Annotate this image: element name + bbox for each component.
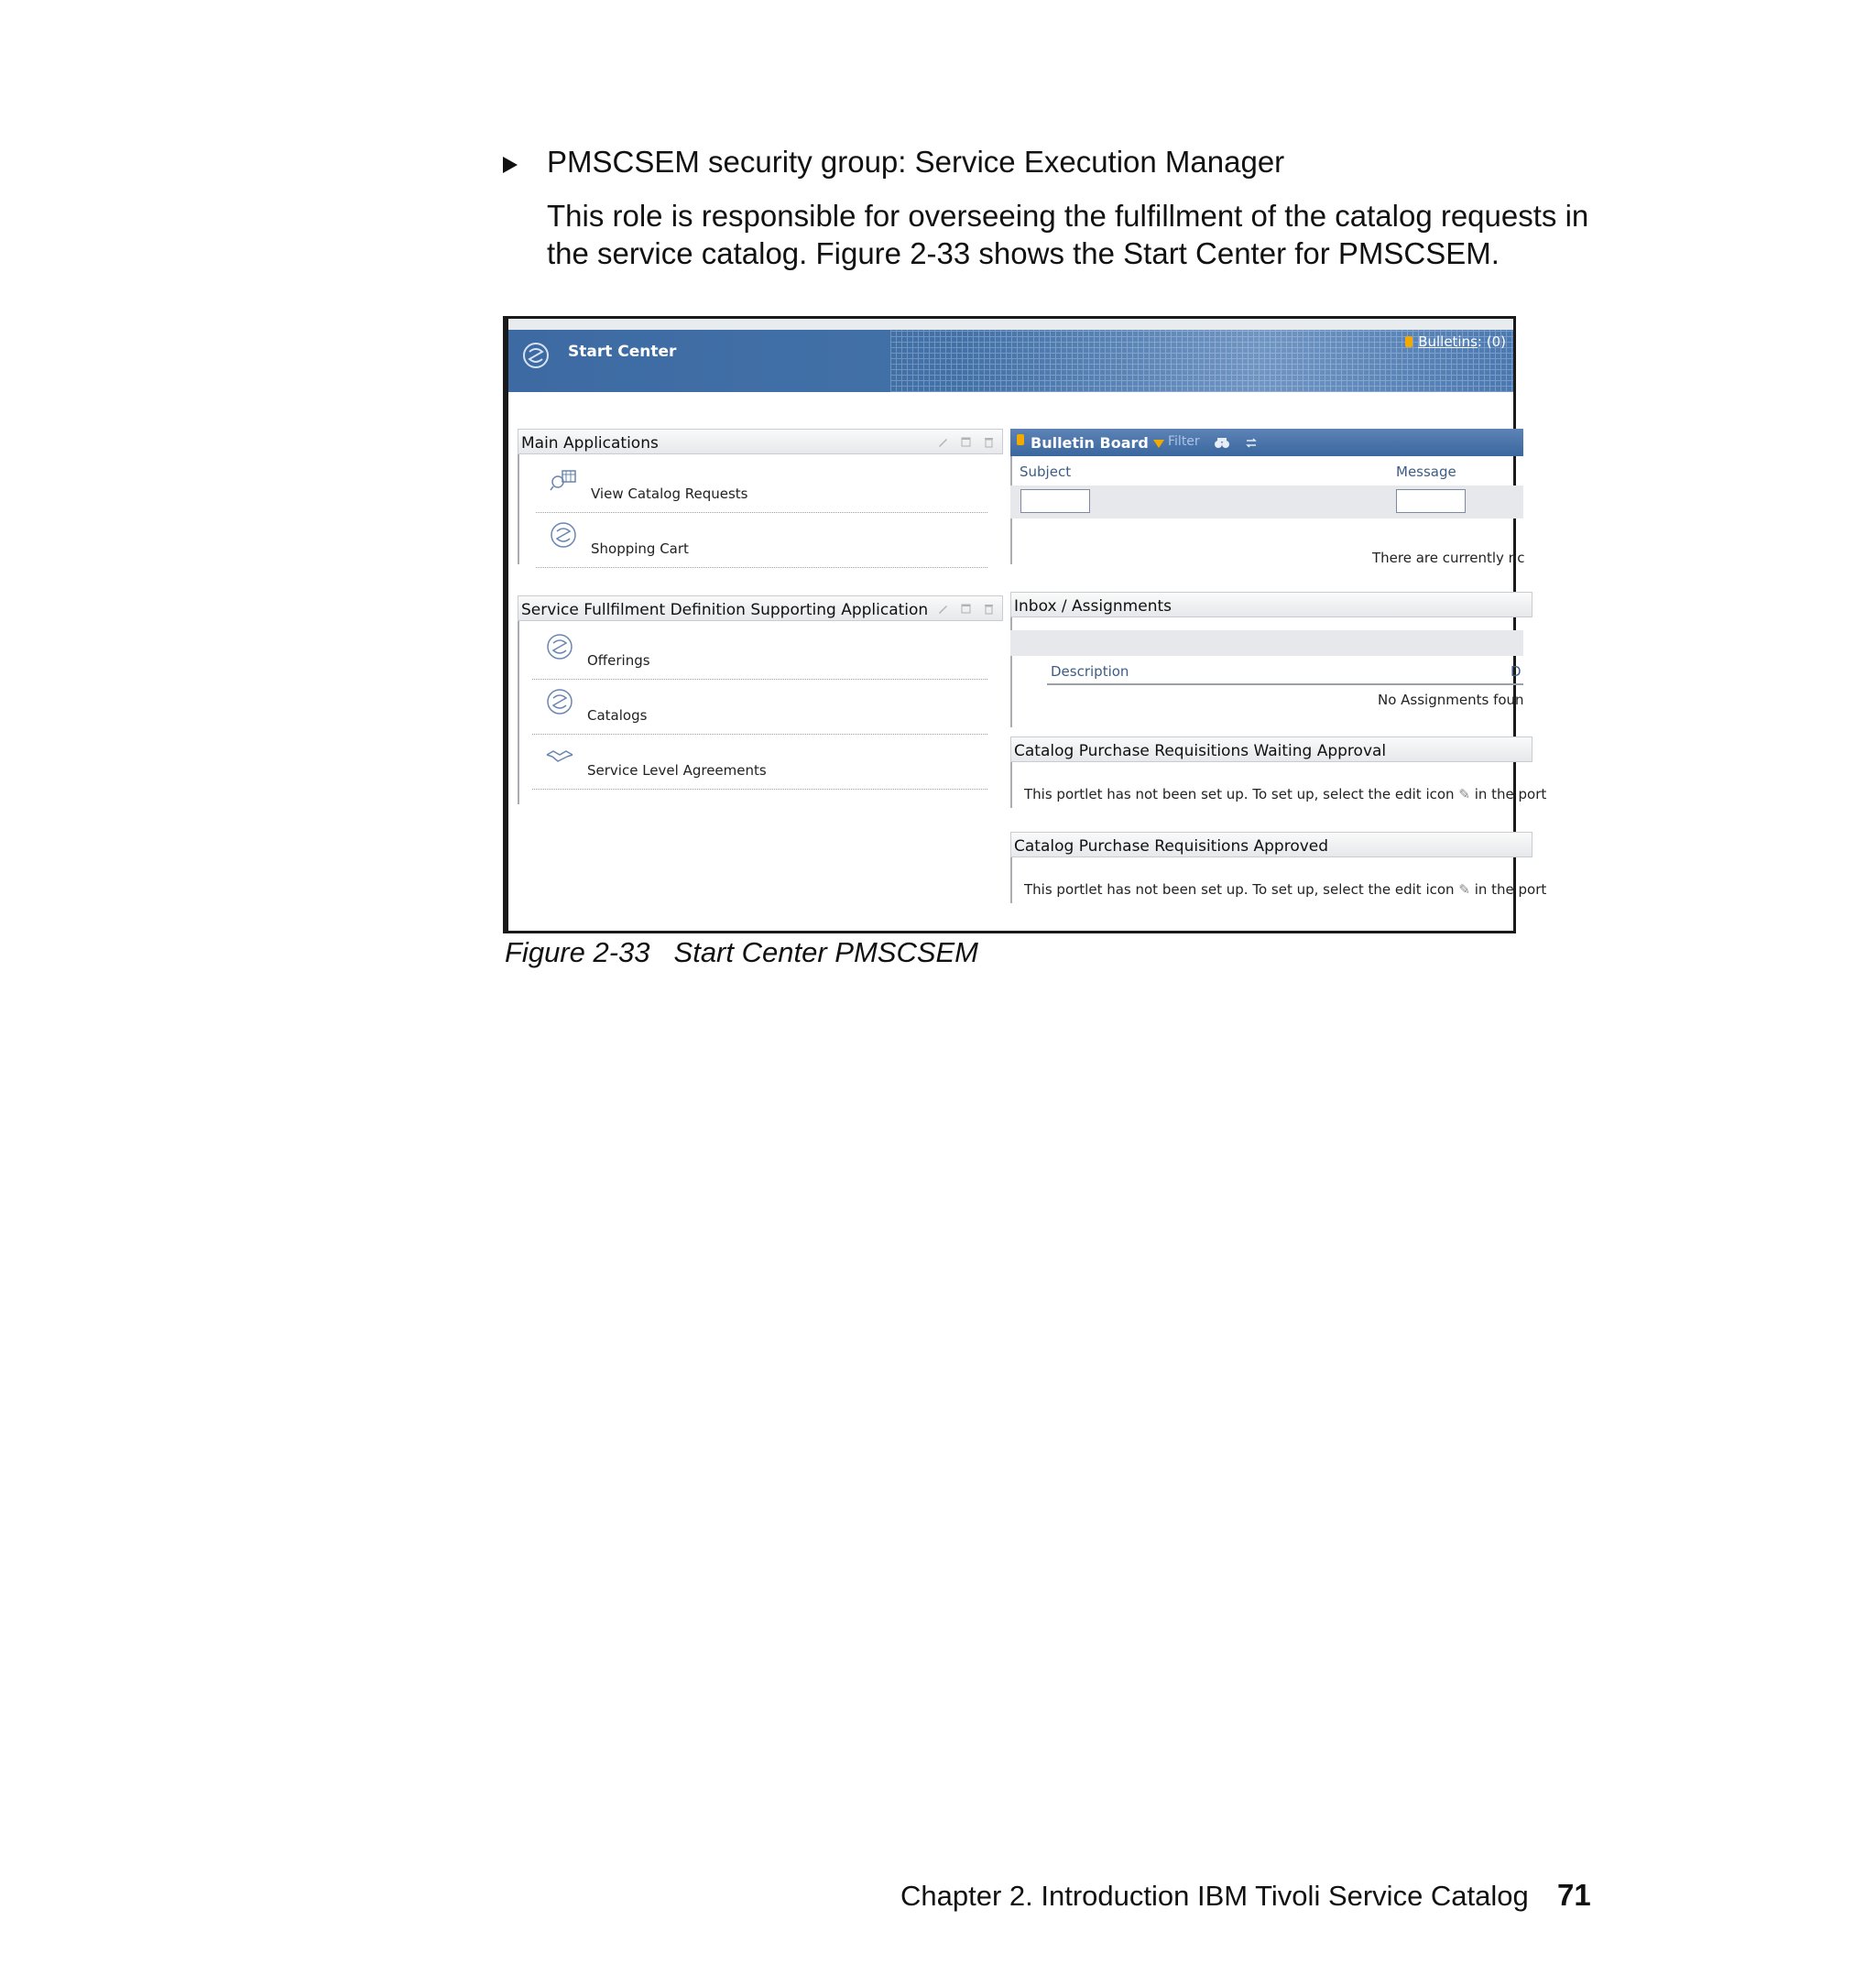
refresh-icon[interactable] xyxy=(1245,437,1258,449)
portlet-border xyxy=(518,454,519,564)
waiting-approval-header: Catalog Purchase Requisitions Waiting Approval xyxy=(1010,737,1532,762)
inbox-assignments-header: Inbox / Assignments xyxy=(1010,592,1532,617)
inbox-toolbar xyxy=(1010,630,1523,656)
bullet-heading: PMSCSEM security group: Service Execution Manager xyxy=(547,145,1285,179)
page-title: Start Center xyxy=(568,343,677,361)
body-paragraph: This role is responsible for overseeing the fulfillment of the catalog requests in the service catalog. Figure 2-33 shows the Start Center for PMSCSEM. xyxy=(547,199,1589,270)
inbox-empty-text: No Assignments foun xyxy=(1378,692,1524,708)
app-item-shopping-cart[interactable]: Shopping Cart xyxy=(536,513,987,568)
page-number: 71 xyxy=(1557,1878,1591,1912)
filter-icon xyxy=(1153,440,1164,448)
figure-caption: Figure 2-33 Start Center PMSCSEM xyxy=(505,936,979,968)
edit-icon: ✎ xyxy=(1458,881,1470,898)
warning-icon xyxy=(1017,434,1024,445)
top-strip xyxy=(508,319,1513,330)
edit-icon: ✎ xyxy=(1458,786,1470,802)
subject-column-header: Subject xyxy=(1020,464,1072,480)
edit-icon[interactable] xyxy=(937,436,949,448)
minimize-icon[interactable] xyxy=(960,603,972,615)
catalog-requests-icon xyxy=(549,465,578,495)
main-applications-header: Main Applications xyxy=(518,429,1003,454)
app-item-offerings[interactable]: Offerings xyxy=(532,625,987,680)
clipped-column-header: D xyxy=(1511,663,1522,680)
message-column-header: Message xyxy=(1396,464,1456,480)
binoculars-icon[interactable] xyxy=(1214,436,1230,449)
shopping-cart-icon xyxy=(549,520,578,550)
bulletin-empty-text: There are currently nc xyxy=(1372,550,1525,566)
page-footer-chapter: Chapter 2. Introduction IBM Tivoli Service Catalog xyxy=(900,1880,1529,1912)
bulletin-filter-row xyxy=(1010,486,1523,518)
message-filter-input[interactable] xyxy=(1396,489,1466,513)
delete-icon[interactable] xyxy=(983,603,995,615)
warning-icon xyxy=(1405,336,1412,347)
catalogs-icon xyxy=(545,687,574,716)
bulletins-link[interactable]: Bulletins: (0) xyxy=(1405,333,1506,350)
portlet-border xyxy=(518,621,519,804)
start-center-banner xyxy=(508,330,1513,392)
start-center-logo-icon xyxy=(521,341,551,370)
approved-header: Catalog Purchase Requisitions Approved xyxy=(1010,832,1532,857)
edit-icon[interactable] xyxy=(937,603,949,615)
app-item-catalogs[interactable]: Catalogs xyxy=(532,680,987,735)
subject-filter-input[interactable] xyxy=(1020,489,1090,513)
bullet-arrow-icon xyxy=(503,157,518,173)
filter-link[interactable]: Filter xyxy=(1168,434,1200,449)
description-column-header: Description xyxy=(1051,663,1129,680)
portlet-border xyxy=(1010,762,1012,808)
service-fulfillment-header: Service Fullfilment Definition Supporting Application xyxy=(518,595,1003,621)
handshake-icon xyxy=(545,742,574,771)
app-item-view-catalog-requests[interactable]: View Catalog Requests xyxy=(536,458,987,513)
bulletin-board-header: Bulletin Board Filter xyxy=(1010,429,1523,456)
delete-icon[interactable] xyxy=(983,436,995,448)
app-item-service-level-agreements[interactable]: Service Level Agreements xyxy=(532,735,987,790)
approved-message: This portlet has not been set up. To set up, select the edit icon ✎ in the port xyxy=(1024,881,1547,898)
start-center-screenshot xyxy=(503,316,1547,933)
offerings-icon xyxy=(545,632,574,661)
column-divider xyxy=(1047,683,1523,685)
minimize-icon[interactable] xyxy=(960,436,972,448)
waiting-approval-message: This portlet has not been set up. To set up, select the edit icon ✎ in the port xyxy=(1024,786,1547,802)
portlet-border xyxy=(1010,857,1012,903)
